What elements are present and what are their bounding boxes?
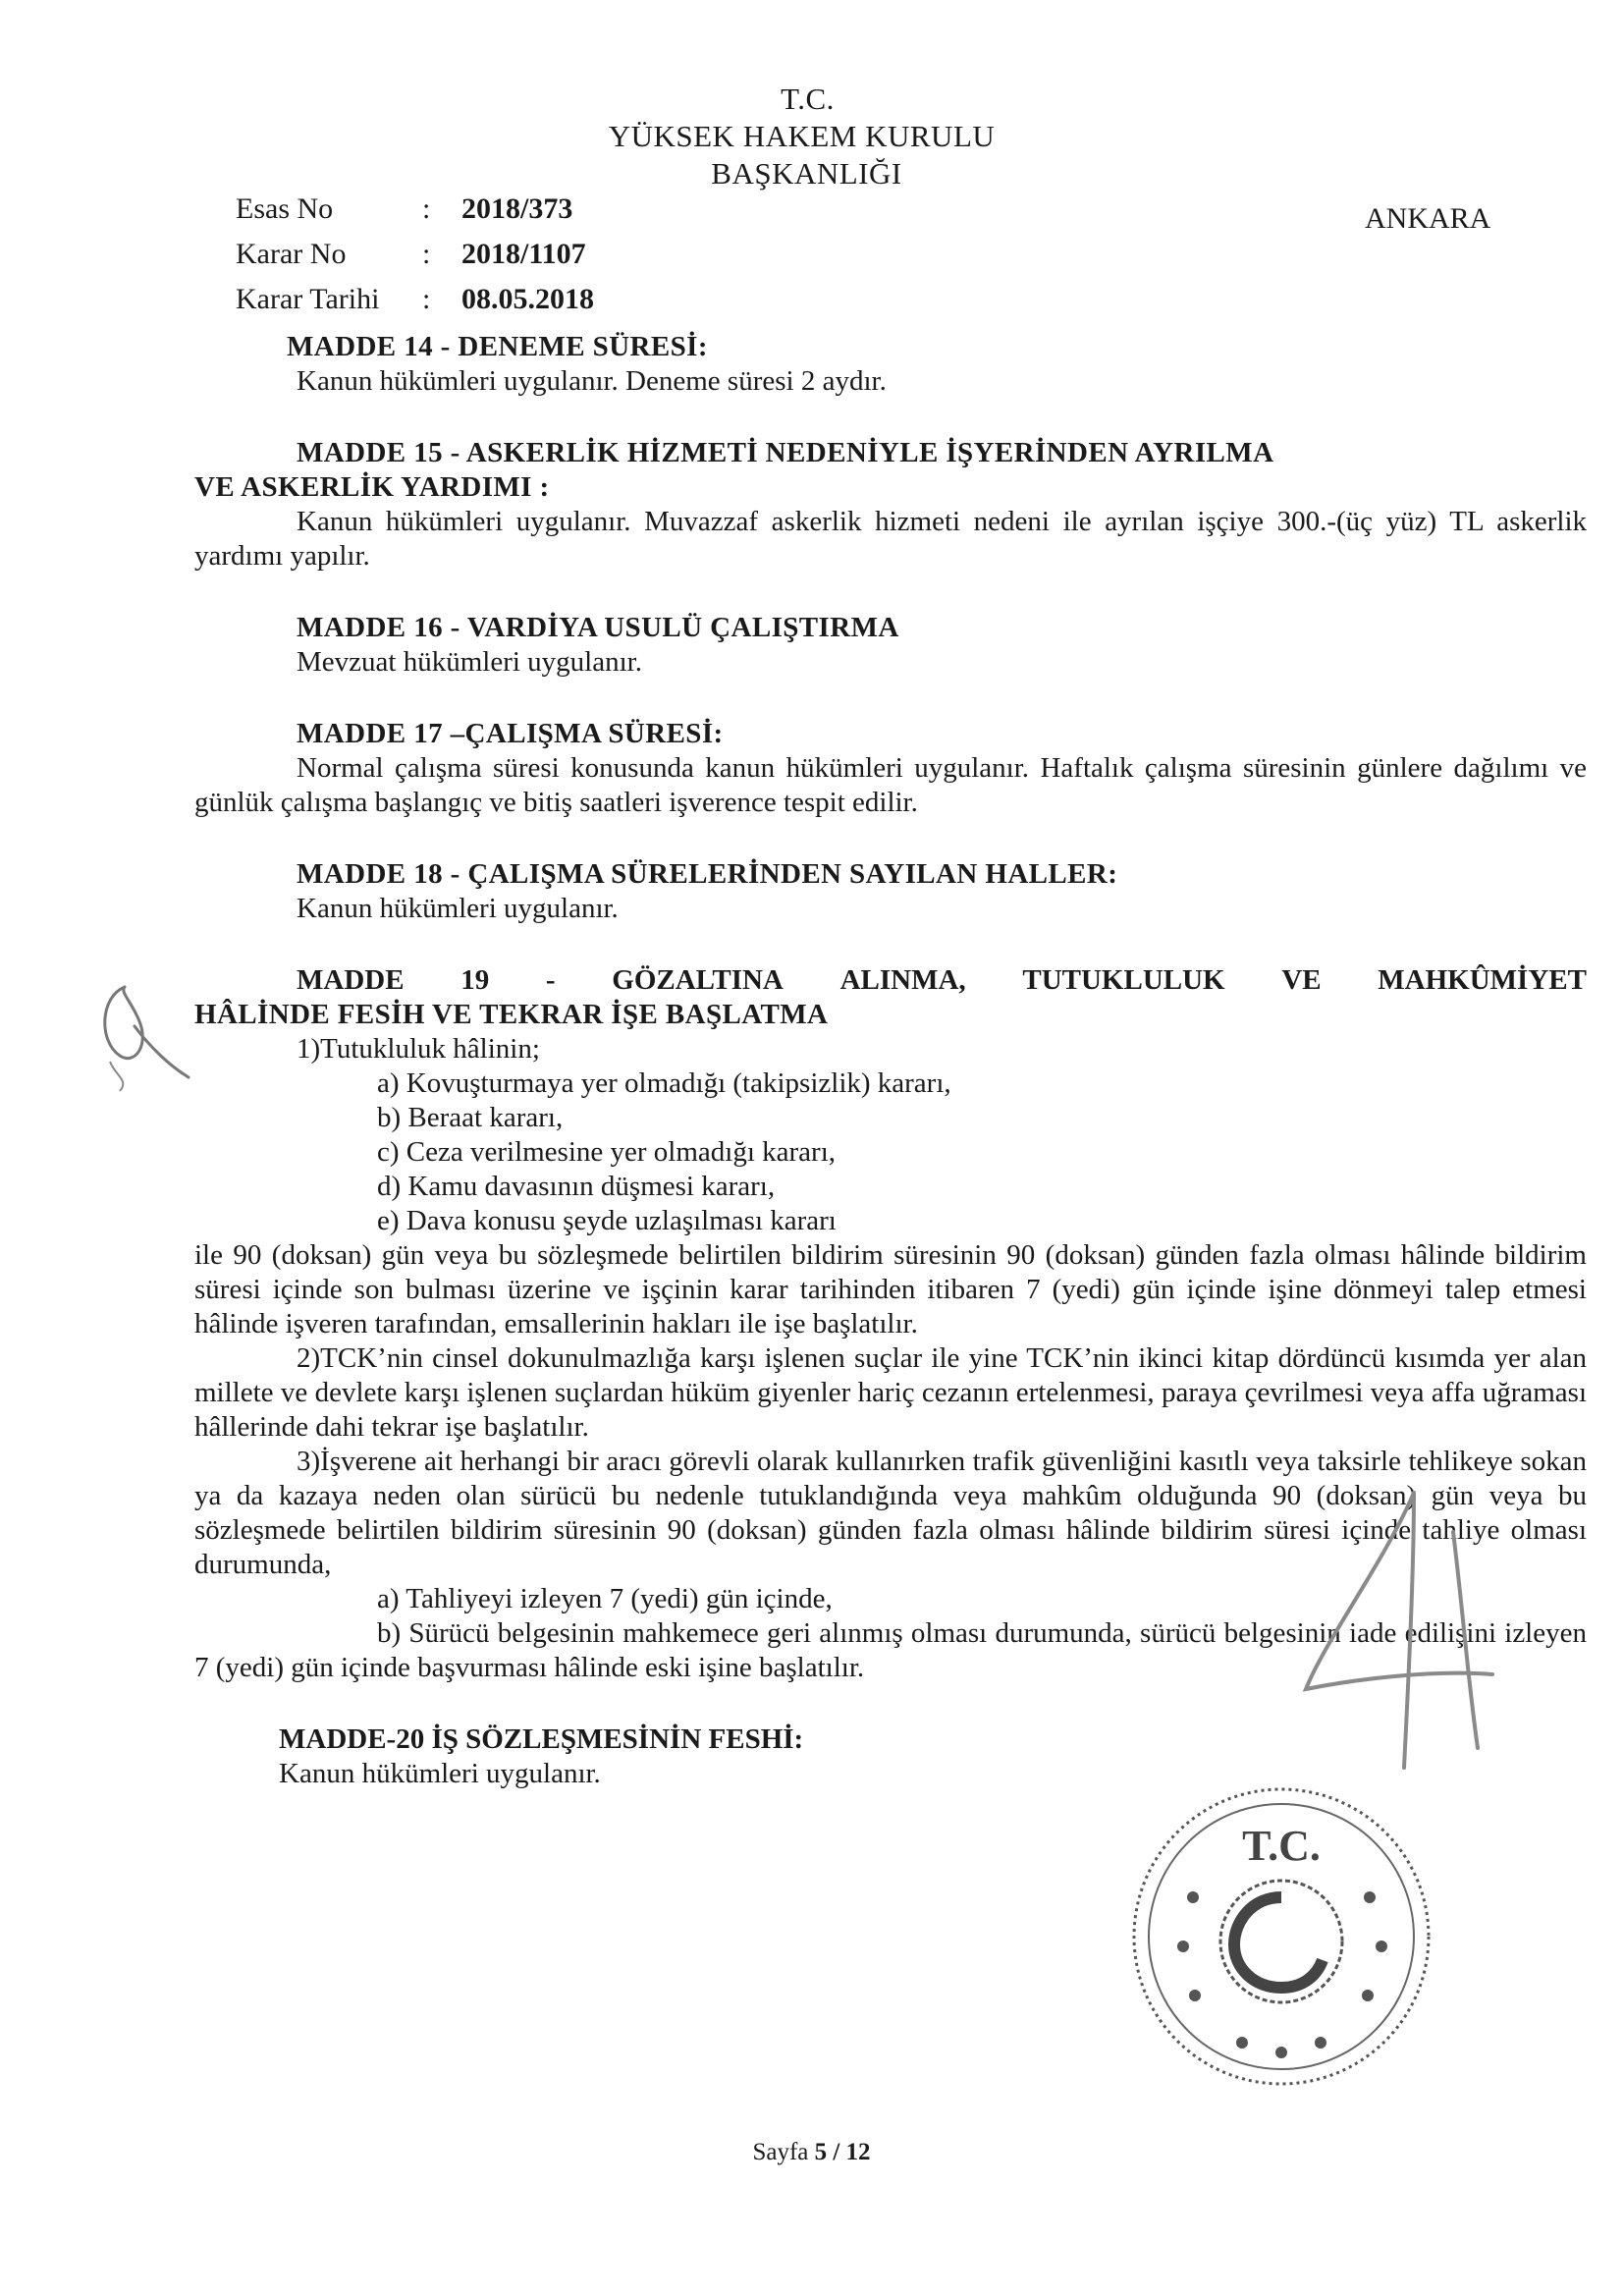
tarih-value: 08.05.2018 bbox=[461, 283, 594, 315]
article-14-text: Kanun hükümleri uygulanır. Deneme süresi 2 aydır. bbox=[297, 365, 887, 397]
seal-text: T.C. bbox=[1242, 1822, 1321, 1870]
page-footer bbox=[0, 2139, 1623, 2166]
meta-row-esas bbox=[236, 187, 594, 232]
article-16 bbox=[194, 611, 1587, 680]
header-institution: YÜKSEK HAKEM KURULU bbox=[608, 119, 996, 153]
page-number: 5 / 12 bbox=[814, 2139, 871, 2165]
article-16-title: MADDE 16 - VARDİYA USULÜ ÇALIŞTIRMA bbox=[297, 612, 899, 643]
meta-row-karar bbox=[236, 232, 594, 277]
article-20-title: MADDE-20 İŞ SÖZLEŞMESİNİN FESHİ: bbox=[279, 1723, 804, 1755]
article-18-title: MADDE 18 - ÇALIŞMA SÜRELERİNDEN SAYILAN HALLER: bbox=[297, 858, 1118, 890]
article-19-item-c: c) Ceza verilmesine yer olmadığı kararı, bbox=[377, 1136, 837, 1168]
article-19-item-d: d) Kamu davasının düşmesi kararı, bbox=[377, 1171, 776, 1202]
esas-colon: : bbox=[422, 192, 431, 225]
article-20-text: Kanun hükümleri uygulanır. bbox=[279, 1758, 601, 1789]
article-19-title-line1 bbox=[297, 963, 1587, 998]
article-16-text: Mevzuat hükümleri uygulanır. bbox=[297, 646, 642, 678]
karar-label: Karar No bbox=[236, 238, 347, 270]
article-19-p3-b: b) Sürücü belgesinin mahkemece geri alınmış olması durumunda, sürücü belgesinin iade edilişini izleyen 7 (yedi) gün içinde başvurması hâlinde eski işine başlatılır. bbox=[194, 1617, 1587, 1683]
article-19-p1-text: ile 90 (doksan) gün veya bu sözleşmede belirtilen bildirim süresinin 90 (doksan) günden fazla olması hâlinde bildirim süresi içinde son bulması üzerine ve işçinin karar tarihinden itibaren 7 (yedi) gün içinde işine dönmeyi talep etmesi hâlinde işveren tarafından, emsallerinin hakları ile işe başlatılır. bbox=[194, 1239, 1587, 1339]
header-presidency: BAŞKANLIĞI bbox=[711, 156, 902, 191]
karar-value: 2018/1107 bbox=[461, 238, 586, 270]
article-19-p3-a: a) Tahliyeyi izleyen 7 (yedi) gün içinde, bbox=[377, 1583, 833, 1614]
karar-colon: : bbox=[422, 238, 431, 270]
tarih-colon: : bbox=[422, 283, 431, 315]
article-19-item-a: a) Kovuşturmaya yer olmadığı (takipsizlik) kararı, bbox=[377, 1067, 951, 1099]
article-19-title-word: MADDE bbox=[297, 964, 405, 996]
article-19-title-word: GÖZALTINA bbox=[612, 964, 784, 996]
document-header bbox=[0, 81, 1623, 192]
article-19-p3: 3)İşverene ait herhangi bir aracı görevli olarak kullanırken trafik güvenliğini kasıtlı veya taksirle tehlikeye sokan ya da kazaya neden olan sürücü bu nedenle tutuklandığında veya mahkûm olduğunda 90 (doksan) gün veya bu sözleşmede belirtilen bildirim süresinin 90 (doksan) günden fazla olması hâlinde bildirim süresi içinde tahliye olması durumunda, bbox=[194, 1446, 1587, 1580]
header-city: ANKARA bbox=[1365, 202, 1491, 235]
article-19-p2: 2)TCK’nin cinsel dokunulmazlığa karşı işlenen suçlar ile yine TCK’nin ikinci kitap dördüncü kısımda yer alan millete ve devlete karşı işlenen suçlardan hüküm giyenler hariç cezanın ertelenmesi, paraya çevrilmesi veya affa uğraması hâllerinde dahi tekrar işe başlatılır. bbox=[194, 1342, 1587, 1443]
signature bbox=[1267, 1473, 1522, 1787]
article-19-title-word: ALINMA, bbox=[839, 964, 966, 996]
article-15 bbox=[194, 436, 1587, 574]
article-15-title-line1: MADDE 15 - ASKERLİK HİZMETİ NEDENİYLE İŞYERİNDEN AYRILMA bbox=[297, 437, 1274, 468]
article-17-title: MADDE 17 –ÇALIŞMA SÜRESİ: bbox=[297, 718, 724, 749]
article-19-p1-intro: 1)Tutukluluk hâlinin; bbox=[297, 1033, 540, 1065]
article-19-item-e: e) Dava konusu şeyde uzlaşılması kararı bbox=[377, 1205, 837, 1236]
article-14 bbox=[194, 330, 1587, 399]
case-meta bbox=[236, 187, 594, 322]
article-17 bbox=[194, 717, 1587, 820]
esas-value: 2018/373 bbox=[461, 192, 573, 225]
article-19-title-line2: HÂLİNDE FESİH VE TEKRAR İŞE BAŞLATMA bbox=[194, 999, 829, 1030]
article-19-title-word: - bbox=[545, 964, 556, 996]
header-tc: T.C. bbox=[781, 82, 835, 116]
article-15-title-line2: VE ASKERLİK YARDIMI : bbox=[194, 471, 550, 503]
article-14-title: MADDE 14 - DENEME SÜRESİ: bbox=[287, 331, 708, 362]
meta-row-tarih bbox=[236, 277, 594, 322]
article-19-title-word: 19 bbox=[460, 964, 490, 996]
article-18 bbox=[194, 857, 1587, 926]
official-seal bbox=[1124, 1779, 1438, 2094]
margin-handwritten-mark bbox=[90, 967, 198, 1095]
tarih-label: Karar Tarihi bbox=[236, 283, 380, 315]
article-19-title-word: TUTUKLULUK bbox=[1022, 964, 1225, 996]
article-15-text: Kanun hükümleri uygulanır. Muvazzaf askerlik hizmeti nedeni ile ayrılan işçiye 300.-(üç yüz) TL askerlik yardımı yapılır. bbox=[194, 506, 1587, 572]
article-19-title-word: MAHKÛMİYET bbox=[1378, 964, 1587, 996]
article-17-text: Normal çalışma süresi konusunda kanun hükümleri uygulanır. Haftalık çalışma süresinin günlere dağılımı ve günlük çalışma başlangıç ve bitiş saatleri işverence tespit edilir. bbox=[194, 752, 1587, 818]
article-19-title-word: VE bbox=[1281, 964, 1322, 996]
article-18-text: Kanun hükümleri uygulanır. bbox=[297, 893, 619, 924]
article-19-item-b: b) Beraat kararı, bbox=[377, 1102, 564, 1133]
page-label: Sayfa bbox=[752, 2139, 809, 2165]
esas-label: Esas No bbox=[236, 192, 334, 225]
